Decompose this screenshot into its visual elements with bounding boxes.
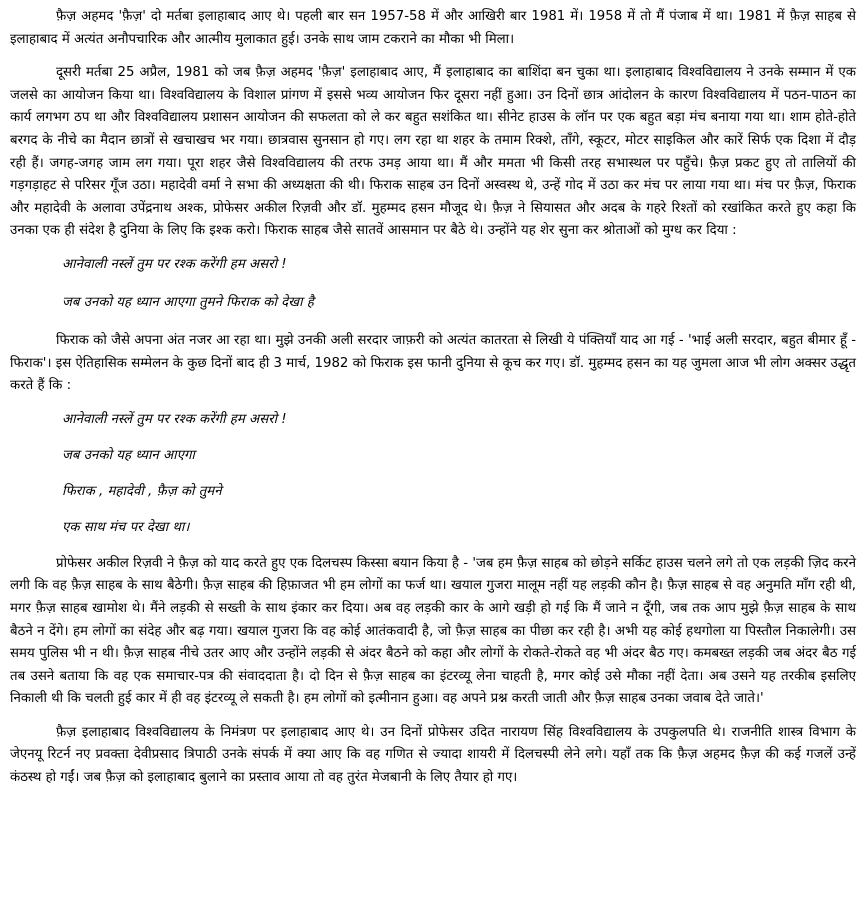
verse-line: जब उनको यह ध्यान आएगा bbox=[62, 447, 195, 463]
verse-line: आनेवाली नस्लें तुम पर रश्क करेंगी हम असरो ! bbox=[62, 256, 287, 272]
verse-line: एक साथ मंच पर देखा था। bbox=[62, 519, 190, 535]
paragraph-firaq: फिराक को जैसे अपना अंत नजर आ रहा था। मुझे उनकी अली सरदार जाफ़री को अत्यंत कातरता से लिखी ये पंक्तियाँ याद आ गई - 'भाई अली सरदार, बहुत बीमार हूँ - फिराक'। इस ऐतिहासिक सम्मेलन के कुछ दिनों बाद ही 3 मार्च, 1982 को फिराक इस फानी दुनिया से कूच कर गए। डॉ. मुहम्मद हसन का यह जुमला आज भी लोग अक्सर उद्धृत करते हैं कि : bbox=[10, 332, 856, 394]
paragraph-second-visit: दूसरी मर्तबा 25 अप्रैल, 1981 को जब फ़ैज़ अहमद 'फ़ैज़' इलाहाबाद आए, मैं इलाहाबाद का बाशिंदा बन चुका था। इलाहाबाद विश्वविद्यालय ने उनके सम्मान में एक जलसे का आयोजन किया था। विश्वविद्यालय के विशाल प्रांगण में इससे भव्य आयोजन फिर दूसरा नहीं हुआ। उन दिनों छात्र आंदोलन के कारण विश्वविद्यालय में पठन-पाठन का कार्य लगभग ठप था और विश्वविद्यालय प्रशासन आयोजन की सफलता को ले कर बहुत सशंकित था। सीनेट हाउस के लॉन पर एक बहुत बड़ा मंच बनाया गया था। शाम होते-होते बरगद के नीचे का मैदान छात्रों से खचाखच भर गया। छात्रवास सुनसान हो गए। लग रहा था शहर के तमाम रिक्शे, ताँगे, स्कूटर, मोटर साइकिल और कारें सिर्फ एक दिशा में दौड़ रही हैं। जगह-जगह जाम लग गया। पूरा शहर जैसे विश्वविद्यालय की तरफ उमड़ आया था। मैं और ममता भी किसी तरह सभास्थल पर पहुँचे। फ़ैज़ प्रकट हुए तो तालियों की गड़गड़ाहट से परिसर गूँज उठा। महादेवी वर्मा ने सभा की अध्यक्षता की थी। फिराक साहब उन दिनों अस्वस्थ थे, उन्हें गोद में उठा कर मंच पर लाया गया था। मंच पर फ़ैज़, फिराक और महादेवी के अलावा उपेंद्रनाथ अश्क, प्रोफेसर अकील रिज़वी और डॉ. मुहम्मद हसन मौजूद थे। फ़ैज़ ने सियासत और अदब के गहरे रिश्तों को रखांकित करते हुए कहा कि उनका एक ही संदेश है दुनिया के लिए कि इश्क करो। फिराक साहब जैसे सातवें आसमान पर बैठे थे। उन्होंने यह शेर सुना कर श्रोताओं को मुग्ध कर दिया : bbox=[10, 65, 856, 239]
verse-line: आनेवाली नस्लें तुम पर रश्क करेंगी हम असरो ! bbox=[62, 411, 287, 427]
paragraph-faiz-visits: फ़ैज़ अहमद 'फ़ैज़' दो मर्तबा इलाहाबाद आए थे। पहली बार सन 1957-58 में और आखिरी बार 1981 में। 1958 में तो मैं पंजाब में था। 1981 में फ़ैज़ साहब से इलाहाबाद में अत्यंत अनौपचारिक और आत्मीय मुलाकात हुई। उनके साथ जाम टकराने का मौका भी मिला। bbox=[10, 9, 856, 47]
paragraph-university-invitation: फ़ैज़ इलाहाबाद विश्वविद्यालय के निमंत्रण पर इलाहाबाद आए थे। उन दिनों प्रोफेसर उदित नारायण सिंह विश्वविद्यालय के उपकुलपति थे। राजनीति शास्त्र विभाग के जेएनयू रिटर्न नए प्रवक्ता देवीप्रसाद त्रिपाठी उनके संपर्क में क्या आए कि वह गणित से ज्यादा शायरी में दिलचस्पी लेने लगे। यहाँ तक कि फ़ैज़ अहमद फ़ैज़ की कई गजलें उन्हें कंठस्थ हो गईं। जब फ़ैज़ को इलाहाबाद बुलाने का प्रस्ताव आया तो वह तुरंत मेजबानी के लिए तैयार हो गए। bbox=[10, 724, 856, 786]
verse-line: जब उनको यह ध्यान आएगा तुमने फिराक को देखा है bbox=[62, 294, 314, 310]
verse-line: फिराक , महादेवी , फ़ैज़ को तुमने bbox=[62, 483, 222, 499]
paragraph-rizvi-anecdote: प्रोफेसर अकील रिज़वी ने फ़ैज़ को याद करते हुए एक दिलचस्प किस्सा बयान किया है - 'जब हम फ़ैज़ साहब को छोड़ने सर्किट हाउस चलने लगे तो एक लड़की ज़िद करने लगी कि वह फ़ैज़ साहब के साथ बैठेगी। फ़ैज़ साहब की हिफ़ाजत भी हम लोगों का फर्ज था। खयाल गुजरा मालूम नहीं यह लड़की कौन है। फ़ैज़ साहब से वह अनुमति माँग रही थी, मगर फ़ैज़ साहब खामोश थे। मैंने लड़की से सख्ती के साथ इंकार कर दिया। अब वह लड़की कार के आगे खड़ी हो गई कि मैं जाने न दूँगी, जब तक आप मुझे फ़ैज़ साहब के साथ बैठने न देंगे। हम लोगों का संदेह और बढ़ गया। खयाल गुजरा कि वह कोई आतंकवादी है, जो फ़ैज़ साहब का पीछा कर रही है। अभी यह कोई हथगोला या पिस्तौल निकालेगी। उस समय पुलिस भी न थी। फ़ैज़ साहब नीचे उतर आए और उन्होंने लड़की से अंदर बैठने को कहा और लोगों के रोकते-रोकते वह भी अंदर बैठ गए। कमबख्त लड़की जब अंदर बैठ गई तब उसने बताया कि वह एक समाचार-पत्र की संवाददाता है। दो दिन से फ़ैज़ साहब का इंटरव्यू लेना चाहती है, मगर कोई उसे मौका नहीं देता। अब उसने यह तरकीब इसलिए निकाली थी कि चलती हुई कार में ही वह इंटरव्यू ले सकती है। हम लोगों को इत्मीनान हुआ। वह अपने प्रश्न करती जाती और फ़ैज़ साहब उनका जवाब देते जाते।' bbox=[10, 555, 856, 707]
